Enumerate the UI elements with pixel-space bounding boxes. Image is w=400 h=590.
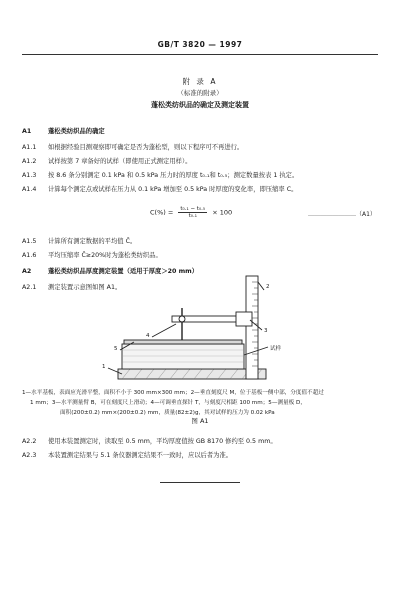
clause-number: A1.3: [22, 172, 37, 179]
clause-number: A1.4: [22, 186, 37, 193]
clause-text: 本装置测定结果与 5.1 条仪器测定结果不一致时，应以后者为准。: [48, 452, 233, 459]
formula-denominator: t₀.₁: [188, 213, 197, 219]
figure-label-4: 4: [146, 333, 150, 339]
vertical-scale: [246, 276, 258, 379]
end-rule: [160, 482, 240, 483]
measuring-plate: [124, 340, 242, 344]
formula-rhs: × 100: [212, 208, 233, 217]
figure-label: 图 A1: [191, 417, 209, 425]
figure-label-2: 2: [266, 284, 270, 290]
clause-number: A2.2: [22, 438, 37, 445]
section-heading: 蓬松类纺织品的确定: [48, 128, 105, 135]
figure-label-sample: 试样: [270, 346, 282, 352]
sample-block: [122, 344, 244, 369]
appendix-note: （标准的附录）: [177, 89, 223, 97]
horizontal-base-plate: [118, 369, 266, 379]
figure-label-5: 5: [114, 346, 118, 352]
figure-caption-line-3: 面积(200±0.2) mm×(200±0.2) mm，质量(82±2)g，其对试样的压力为 0.02 kPa: [60, 410, 275, 416]
section-number: A1: [22, 128, 32, 135]
clause-number: A1.1: [22, 144, 37, 151]
appendix-heading: 蓬松类纺织品的确定及测定装置: [151, 101, 249, 109]
clause-text: 计算所有测定数据的平均值 C̄。: [48, 238, 137, 245]
formula-numerator: t₀.₁ − t₀.₅: [180, 206, 206, 212]
section-number: A2: [22, 268, 32, 275]
section-heading: 蓬松类纺织品厚度测定装置（适用于厚度＞20 mm）: [48, 268, 199, 275]
figure-label-1: 1: [102, 364, 106, 370]
figure-caption-line-1: 1—水平基板，表面应光滑平整，面积不小于 300 mm×300 mm；2—垂直刻度尺 M，位于基板一侧中部，分度值不超过: [22, 390, 324, 396]
clause-a2-2: [22, 436, 277, 445]
clause-text: 按 8.6 条分别测定 0.1 kPa 和 0.5 kPa 压力时的厚度 t₀.₁和 t₀.₅；测定数量按表 1 执定。: [48, 172, 299, 179]
clause-text: 试样按第 7 章备好的试样（即使用正式测定用样）。: [48, 158, 192, 165]
document-header: GB/T 3820 — 1997: [157, 40, 243, 49]
clause-number: A2.3: [22, 452, 37, 459]
clause-text: 测定装置示意图如图 A1。: [48, 284, 122, 291]
figure-label-3: 3: [264, 328, 268, 334]
formula-reference: ……………………（A1）: [308, 211, 376, 218]
clause-text: 平均压缩率 C̄≥20%时为蓬松类纺织品。: [48, 252, 162, 259]
appendix-title: 附 录 A: [182, 77, 218, 86]
clause-number: A1.2: [22, 158, 37, 165]
formula-lhs: C(%) =: [150, 208, 174, 217]
clause-number: A1.5: [22, 238, 37, 245]
clause-number: A2.1: [22, 284, 37, 291]
figure-caption-line-2: 1 mm；3—水平测量臂 B，可在刻度尺上滑动；4—可调垂直探针 T，与刻度尺相距 100 mm；5—测量板 D，: [30, 400, 306, 406]
clause-number: A1.6: [22, 252, 37, 259]
clause-a2-3: [22, 450, 232, 459]
clause-text: 如根据经验目测观察即可确定是否为蓬松型，则以下程序可不再进行。: [48, 144, 244, 151]
clause-text: 使用本装置测定时，读取至 0.5 mm，平均厚度值按 GB 8170 修约至 0.5 mm。: [48, 438, 277, 445]
clause-text: 计算每个测定点或试样在压力从 0.1 kPa 增加至 0.5 kPa 时厚度的变化率，即压缩率 C。: [48, 186, 298, 193]
